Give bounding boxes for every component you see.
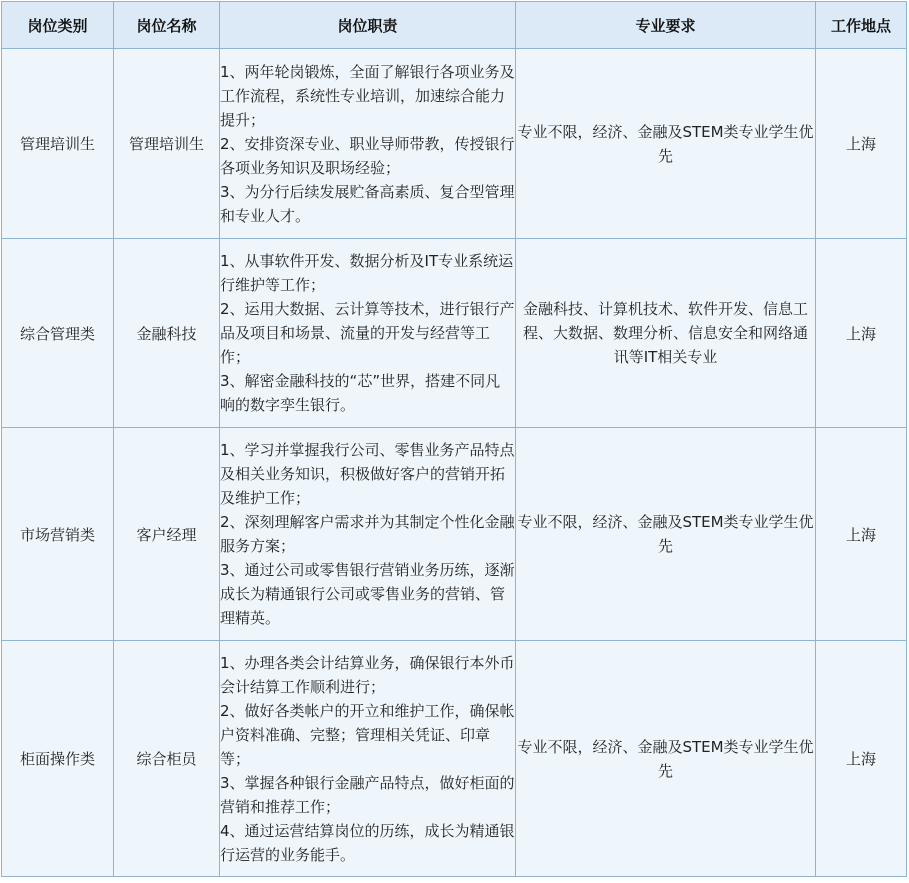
job-table	[1, 1, 907, 877]
duty-item: 3、为分行后续发展贮备高素质、复合型管理和专业人才。	[220, 182, 515, 225]
header-major: 专业要求	[516, 2, 816, 49]
cell-category: 市场营销类	[2, 428, 114, 641]
cell-title: 综合柜员	[114, 641, 220, 877]
header-row	[2, 2, 907, 49]
cell-major: 金融科技、计算机技术、软件开发、信息工程、大数据、数理分析、信息安全和网络通讯等IT相关专业	[516, 239, 816, 428]
duty-item: 2、深刻理解客户需求并为其制定个性化金融服务方案；	[220, 513, 515, 555]
duty-item: 2、做好各类帐户的开立和维护工作，确保帐户资料准确、完整；管理相关凭证、印章等；	[220, 701, 515, 768]
table-row	[2, 49, 907, 239]
duty-item: 1、两年轮岗锻炼，全面了解银行各项业务及工作流程，系统性专业培训，加速综合能力提升；	[220, 62, 515, 129]
header-location: 工作地点	[816, 2, 907, 49]
cell-duties	[220, 49, 516, 239]
cell-location: 上海	[816, 641, 907, 877]
duty-item: 1、办理各类会计结算业务，确保银行本外币会计结算工作顺利进行；	[220, 653, 515, 696]
duty-item: 3、掌握各种银行金融产品特点，做好柜面的营销和推荐工作；	[220, 773, 515, 816]
duty-item: 2、运用大数据、云计算等技术，进行银行产品及项目和场景、流量的开发与经营等工作；	[220, 300, 515, 366]
cell-title: 管理培训生	[114, 49, 220, 239]
cell-duties	[220, 641, 516, 877]
duty-item: 4、通过运营结算岗位的历练，成长为精通银行运营的业务能手。	[220, 821, 515, 864]
duty-item: 3、通过公司或零售银行营销业务历练，逐渐成长为精通银行公司或零售业务的营销、管理精英。	[220, 561, 515, 627]
cell-category: 综合管理类	[2, 239, 114, 428]
duty-item: 3、解密金融科技的“芯”世界，搭建不同凡响的数字孪生银行。	[220, 372, 501, 414]
cell-location: 上海	[816, 428, 907, 641]
cell-major: 专业不限，经济、金融及STEM类专业学生优先	[516, 428, 816, 641]
cell-category: 柜面操作类	[2, 641, 114, 877]
cell-duties	[220, 428, 516, 641]
cell-title: 金融科技	[114, 239, 220, 428]
duty-item: 2、安排资深专业、职业导师带教，传授银行各项业务知识及职场经验；	[220, 134, 515, 177]
cell-location: 上海	[816, 49, 907, 239]
header-category: 岗位类别	[2, 2, 114, 49]
table-row	[2, 641, 907, 877]
table-row	[2, 428, 907, 641]
cell-category: 管理培训生	[2, 49, 114, 239]
table-row	[2, 239, 907, 428]
cell-duties	[220, 239, 516, 428]
cell-title: 客户经理	[114, 428, 220, 641]
cell-major: 专业不限，经济、金融及STEM类专业学生优先	[516, 641, 816, 877]
duty-item: 1、学习并掌握我行公司、零售业务产品特点及相关业务知识，积极做好客户的营销开拓及维护工作；	[220, 441, 515, 507]
cell-location: 上海	[816, 239, 907, 428]
header-title: 岗位名称	[114, 2, 220, 49]
duty-item: 1、从事软件开发、数据分析及IT专业系统运行维护等工作；	[220, 252, 514, 294]
header-duties: 岗位职责	[220, 2, 516, 49]
cell-major: 专业不限，经济、金融及STEM类专业学生优先	[516, 49, 816, 239]
